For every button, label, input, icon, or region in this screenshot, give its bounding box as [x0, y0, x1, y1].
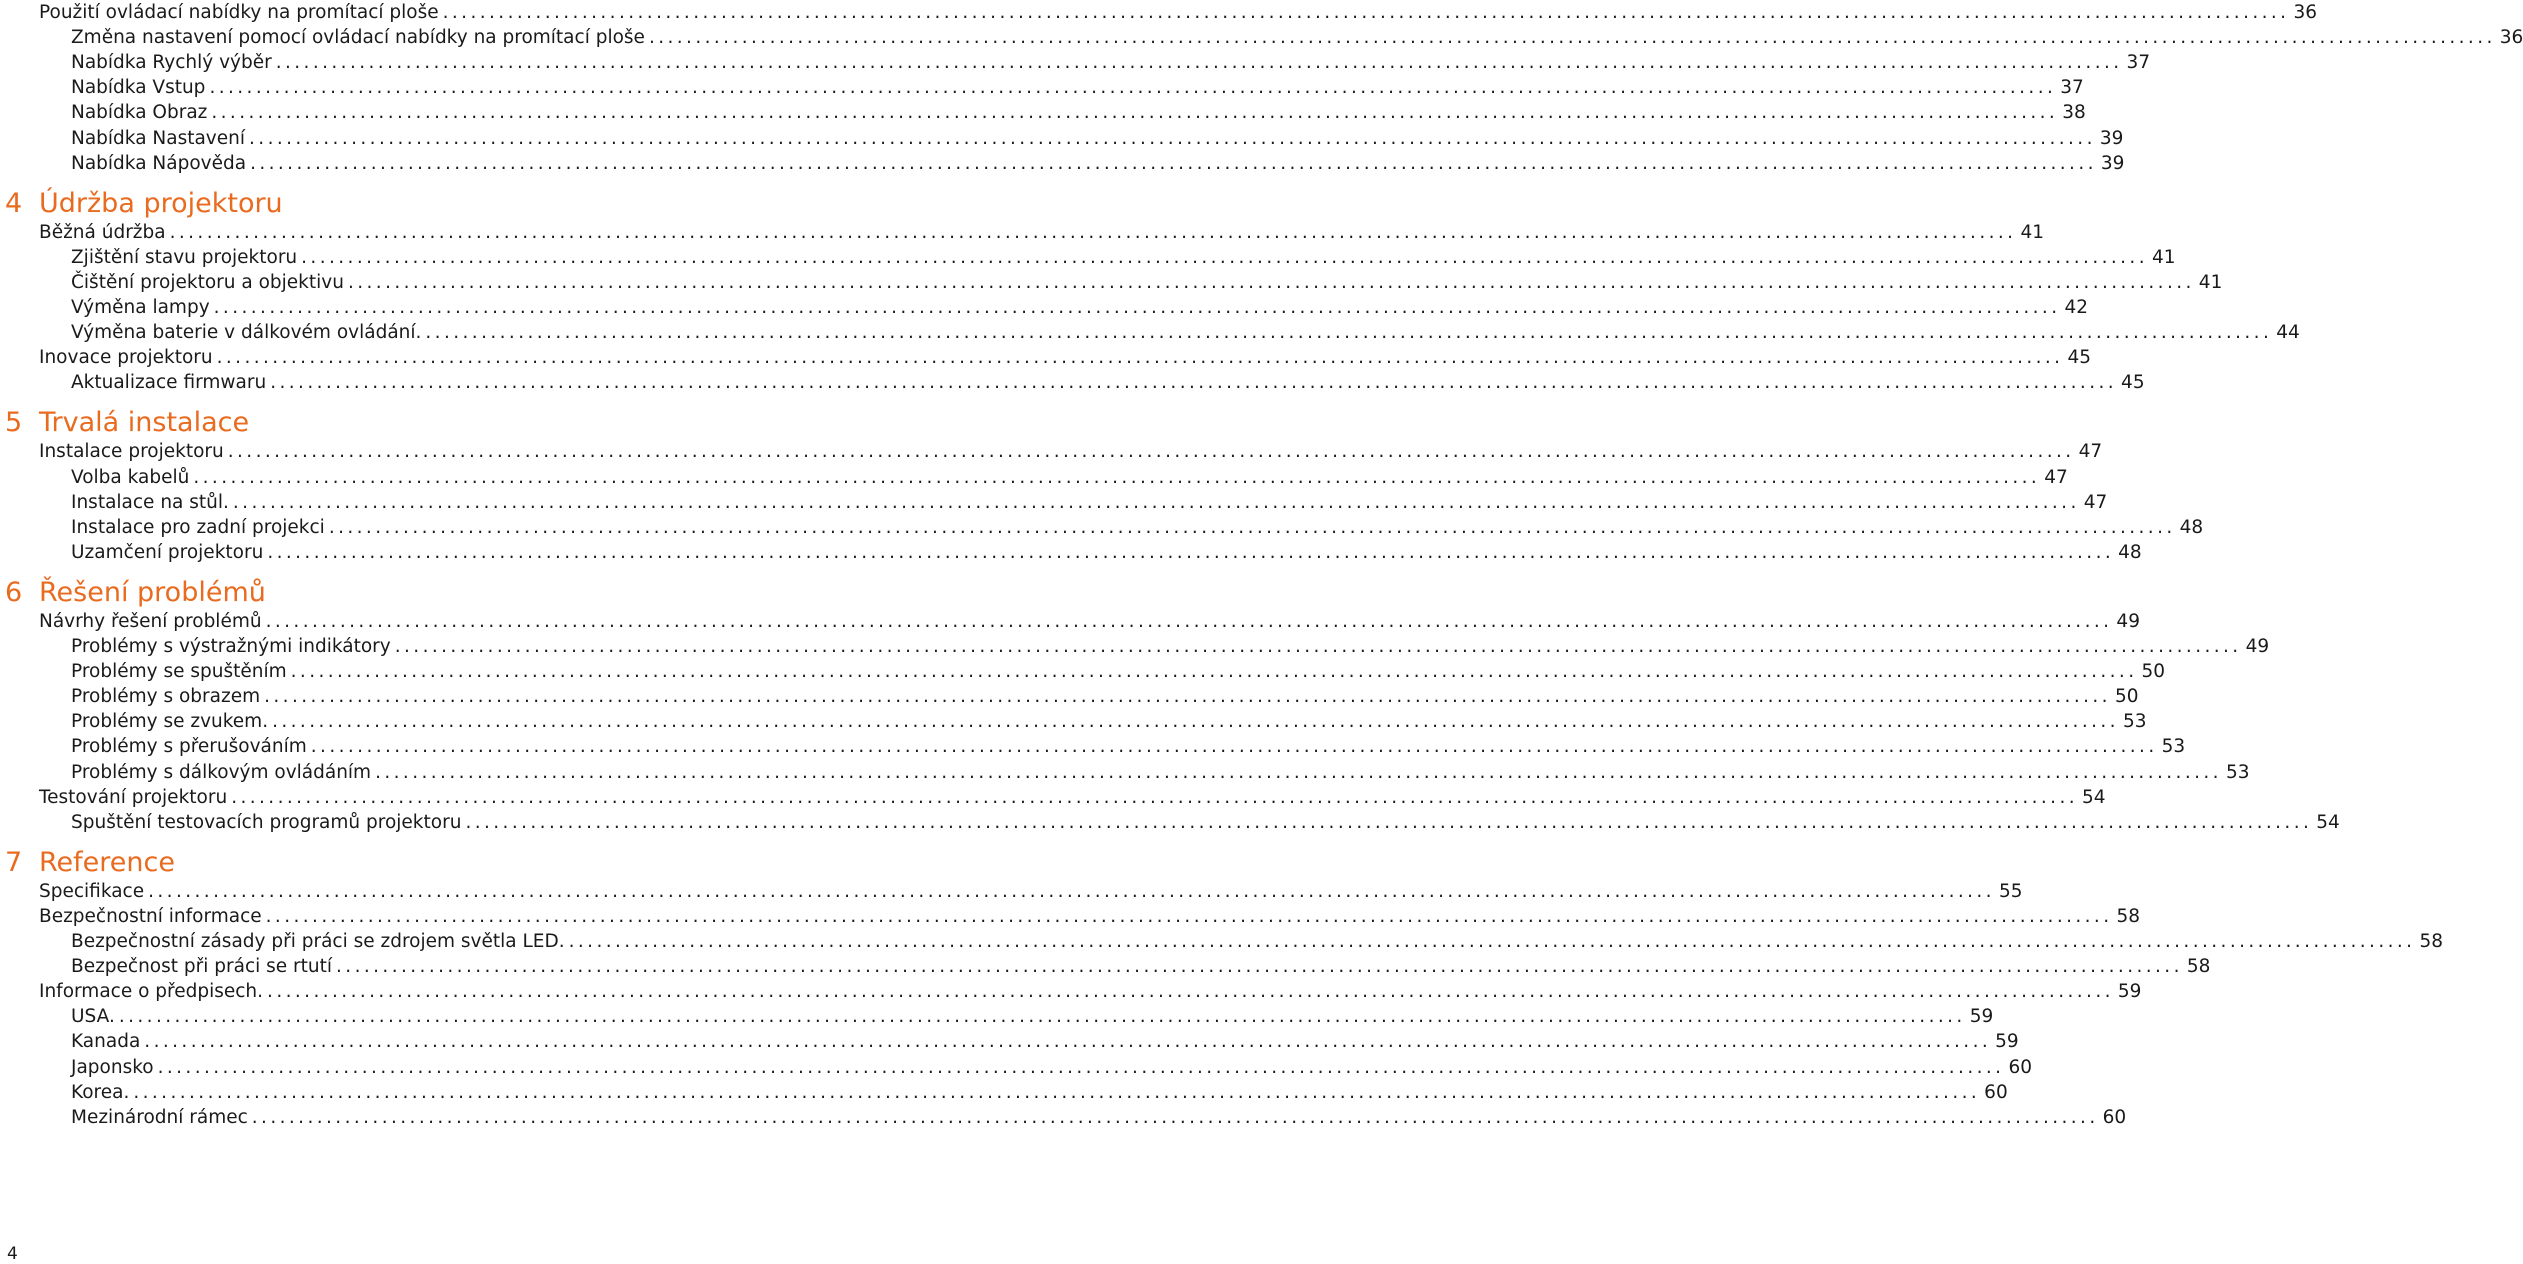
toc-subsection-entry[interactable]	[71, 1055, 2032, 1080]
dot-leader: .......................................................................................................................................................................................................	[227, 441, 2075, 463]
toc-page-number: 38	[2062, 102, 2086, 124]
toc-page-number: 36	[2499, 27, 2523, 49]
toc-page-number: 54	[2082, 786, 2106, 808]
toc-page-number: 60	[1984, 1081, 2008, 1103]
toc-entry-title: Instalace pro zadní projekci	[71, 516, 325, 538]
toc-page-number: 42	[2064, 297, 2089, 318]
toc-page-number: 47	[2078, 441, 2103, 463]
toc-page-number: 48	[2179, 516, 2204, 538]
chapter-number: 5	[5, 407, 23, 439]
chapter-number: 4	[5, 187, 23, 219]
dot-leader: .......................................................................................................................................................................................................	[568, 931, 2416, 952]
toc-subsection-entry[interactable]	[71, 540, 2142, 565]
dot-leader: .......................................................................................................................................................................................................	[216, 347, 2064, 369]
dot-leader: .......................................................................................................................................................................................................	[213, 297, 2061, 318]
toc-page-number: 41	[2152, 246, 2176, 268]
toc-page-number: 37	[2126, 52, 2151, 74]
toc-page-number: 49	[2116, 610, 2140, 632]
toc-page-number: 39	[2100, 152, 2125, 174]
toc-entry-title: Nabídka Nápověda	[71, 152, 247, 174]
toc-entry-title: Specifikace	[39, 880, 145, 902]
chapter-heading[interactable]	[5, 575, 266, 611]
toc-page-number: 58	[2116, 905, 2141, 927]
toc-subsection-entry[interactable]	[71, 126, 2124, 151]
toc-subsection-entry[interactable]	[71, 295, 2089, 320]
dot-leader: .......................................................................................................................................................................................................	[265, 610, 2113, 632]
chapter-heading[interactable]	[5, 405, 249, 441]
dot-leader: .......................................................................................................................................................................................................	[133, 1081, 1981, 1103]
dot-leader: .......................................................................................................................................................................................................	[148, 880, 1995, 902]
toc-entry-title: Použití ovládací nabídky na promítací ploše	[39, 2, 439, 23]
dot-leader: .......................................................................................................................................................................................................	[328, 516, 2176, 538]
chapter-title: Údržba projektoru	[39, 187, 283, 219]
toc-entry-title: Nabídka Rychlý výběr	[71, 52, 272, 74]
dot-leader: .......................................................................................................................................................................................................	[275, 52, 2123, 74]
dot-leader: .......................................................................................................................................................................................................	[144, 1031, 1992, 1053]
dot-leader: .......................................................................................................................................................................................................	[193, 466, 2041, 488]
toc-section-entry[interactable]	[39, 439, 2103, 464]
toc-page-number: 58	[2419, 931, 2443, 952]
toc-page-number: 37	[2060, 77, 2084, 99]
toc-entry-title: Informace o předpisech.	[39, 981, 264, 1003]
toc-entry-title: Nabídka Vstup	[71, 77, 206, 99]
chapter-heading[interactable]	[5, 186, 283, 222]
toc-entry-title: Problémy se spuštěním	[71, 661, 287, 683]
toc-entry-title: Korea.	[71, 1081, 130, 1103]
toc-page-number: 47	[2044, 466, 2068, 488]
toc-section-entry[interactable]	[39, 979, 2142, 1004]
dot-leader: .......................................................................................................................................................................................................	[118, 1006, 1966, 1028]
dot-leader: .......................................................................................................................................................................................................	[442, 2, 2290, 23]
toc-entry-title: Výměna baterie v dálkovém ovládání.	[71, 322, 422, 344]
toc-page-number: 44	[2276, 322, 2300, 344]
toc-entry-title: Nabídka Obraz	[71, 102, 208, 124]
toc-subsection-entry[interactable]	[71, 151, 2125, 176]
toc-entry-title: Uzamčení projektoru	[71, 541, 264, 563]
toc-page-number: 49	[2245, 636, 2270, 657]
dot-leader: .......................................................................................................................................................................................................	[347, 271, 2195, 293]
dot-leader: .......................................................................................................................................................................................................	[232, 491, 2080, 513]
dot-leader: .......................................................................................................................................................................................................	[249, 127, 2096, 149]
toc-entry-title: Mezinárodní rámec	[71, 1106, 248, 1128]
toc-page-number: 59	[2117, 981, 2142, 1003]
toc-subsection-entry[interactable]	[71, 1105, 2127, 1130]
toc-entry-title: Problémy s přerušováním	[71, 736, 307, 758]
dot-leader: .......................................................................................................................................................................................................	[157, 1056, 2005, 1078]
toc-subsection-entry[interactable]	[71, 100, 2086, 125]
toc-subsection-entry[interactable]	[71, 734, 2186, 759]
dot-leader: .......................................................................................................................................................................................................	[267, 541, 2115, 563]
toc-subsection-entry[interactable]	[71, 1029, 2019, 1054]
toc-entry-title: Instalace projektoru	[39, 441, 224, 463]
toc-entry-title: Kanada	[71, 1031, 141, 1053]
toc-page-number: 36	[2293, 2, 2318, 23]
toc-page-number: 55	[1998, 880, 2023, 902]
toc-page-number: 50	[2114, 686, 2139, 708]
dot-leader: .......................................................................................................................................................................................................	[648, 27, 2496, 49]
toc-page-number: 60	[2008, 1056, 2032, 1078]
chapter-number: 6	[5, 576, 23, 608]
dot-leader: .......................................................................................................................................................................................................	[394, 636, 2242, 657]
dot-leader: .......................................................................................................................................................................................................	[251, 1106, 2099, 1128]
toc-page-number: 53	[2122, 711, 2147, 733]
dot-leader: .......................................................................................................................................................................................................	[310, 736, 2158, 758]
toc-page-number: 45	[2067, 347, 2092, 369]
toc-page-number: 53	[2161, 736, 2186, 758]
toc-page-number: 47	[2083, 491, 2108, 513]
toc-entry-title: Bezpečnostní zásady při práci se zdrojem světla LED.	[71, 931, 565, 952]
toc-entry-title: Volba kabelů	[71, 466, 190, 488]
toc-page-number: 59	[1969, 1006, 1994, 1028]
chapter-title: Trvalá instalace	[39, 407, 250, 439]
toc-entry-title: Japonsko	[71, 1056, 154, 1078]
toc-entry-title: Problémy s obrazem	[71, 686, 261, 708]
toc-subsection-entry[interactable]	[71, 684, 2139, 709]
toc-page-number: 39	[2099, 127, 2124, 149]
toc-subsection-entry[interactable]	[71, 659, 2166, 684]
chapter-number: 7	[5, 846, 23, 878]
toc-subsection-entry[interactable]	[71, 634, 2270, 659]
toc-entry-title: Běžná údržba	[39, 221, 166, 243]
dot-leader: .......................................................................................................................................................................................................	[169, 221, 2017, 243]
toc-subsection-entry[interactable]	[71, 245, 2176, 270]
toc-entry-title: Bezpečnost při práci se rtutí	[71, 956, 333, 978]
dot-leader: .......................................................................................................................................................................................................	[290, 661, 2138, 683]
toc-entry-title: Zjištění stavu projektoru	[71, 246, 298, 268]
toc-entry-title: USA.	[71, 1006, 115, 1028]
toc-subsection-entry[interactable]	[71, 465, 2068, 490]
toc-section-entry[interactable]	[39, 220, 2044, 245]
toc-entry-title: Změna nastavení pomocí ovládací nabídky na promítací ploše	[71, 27, 645, 49]
toc-subsection-entry[interactable]	[71, 25, 2523, 50]
toc-subsection-entry[interactable]	[71, 320, 2300, 345]
dot-leader: .......................................................................................................................................................................................................	[231, 786, 2079, 808]
toc-entry-title: Problémy se zvukem.	[71, 711, 269, 733]
dot-leader: .......................................................................................................................................................................................................	[209, 77, 2057, 99]
chapter-heading[interactable]	[5, 845, 175, 881]
toc-page-number: 50	[2141, 661, 2166, 683]
dot-leader: .......................................................................................................................................................................................................	[465, 811, 2313, 833]
toc-subsection-entry[interactable]	[71, 50, 2151, 75]
toc-subsection-entry[interactable]	[71, 75, 2084, 100]
toc-page-number: 60	[2102, 1106, 2127, 1128]
toc-entry-title: Spuštění testovacích programů projektoru	[71, 811, 462, 833]
toc-page-number: 58	[2186, 956, 2211, 978]
toc-section-entry[interactable]	[39, 879, 2023, 904]
dot-leader: .......................................................................................................................................................................................................	[264, 686, 2111, 708]
toc-section-entry[interactable]	[39, 785, 2106, 810]
dot-leader: .......................................................................................................................................................................................................	[270, 372, 2118, 394]
toc-subsection-entry[interactable]	[71, 954, 2211, 979]
dot-leader: .......................................................................................................................................................................................................	[250, 152, 2097, 174]
dot-leader: .......................................................................................................................................................................................................	[272, 711, 2119, 733]
dot-leader: .......................................................................................................................................................................................................	[375, 761, 2222, 783]
toc-entry-title: Bezpečnostní informace	[39, 905, 262, 927]
dot-leader: .......................................................................................................................................................................................................	[301, 246, 2148, 268]
toc-entry-title: Čištění projektoru a objektivu	[71, 271, 344, 293]
toc-page-number: 53	[2225, 761, 2250, 783]
toc-page-number: 41	[2198, 271, 2223, 293]
toc-subsection-entry[interactable]	[71, 515, 2204, 540]
toc-subsection-entry[interactable]	[71, 1004, 1994, 1029]
toc-page-number: 54	[2316, 811, 2340, 833]
dot-leader: .......................................................................................................................................................................................................	[265, 905, 2113, 927]
toc-page-number: 59	[1995, 1031, 2019, 1053]
toc-entry-title: Návrhy řešení problémů	[39, 610, 262, 632]
dot-leader: .......................................................................................................................................................................................................	[336, 956, 2183, 978]
dot-leader: .......................................................................................................................................................................................................	[425, 322, 2273, 344]
toc-subsection-entry[interactable]	[71, 270, 2223, 295]
toc-subsection-entry[interactable]	[71, 810, 2340, 835]
toc-subsection-entry[interactable]	[71, 760, 2250, 785]
toc-entry-title: Nabídka Nastavení	[71, 127, 246, 149]
page-number-footer: 4	[7, 1244, 18, 1264]
toc-entry-title: Testování projektoru	[39, 786, 228, 808]
toc-page-number: 41	[2020, 221, 2044, 243]
toc-section-entry[interactable]	[39, 609, 2140, 634]
toc-entry-title: Aktualizace firmwaru	[71, 372, 267, 394]
toc-subsection-entry[interactable]	[71, 709, 2147, 734]
toc-subsection-entry[interactable]	[71, 370, 2145, 395]
toc-page-number: 45	[2121, 372, 2145, 394]
toc-subsection-entry[interactable]	[71, 1080, 2008, 1105]
toc-entry-title: Výměna lampy	[71, 297, 210, 318]
toc-section-entry[interactable]	[39, 345, 2092, 370]
toc-section-entry[interactable]	[39, 904, 2141, 929]
toc-subsection-entry[interactable]	[71, 490, 2108, 515]
toc-page-number: 48	[2118, 541, 2142, 563]
toc-entry-title: Problémy s dálkovým ovládáním	[71, 761, 372, 783]
toc-entry-title: Instalace na stůl.	[71, 491, 229, 513]
toc-entry-title: Inovace projektoru	[39, 347, 213, 369]
toc-section-entry[interactable]	[39, 0, 2318, 25]
dot-leader: .......................................................................................................................................................................................................	[211, 102, 2059, 124]
chapter-title: Reference	[39, 846, 175, 878]
toc-entry-title: Problémy s výstražnými indikátory	[71, 636, 391, 657]
chapter-title: Řešení problémů	[39, 576, 266, 608]
toc-subsection-entry[interactable]	[71, 929, 2443, 954]
dot-leader: .......................................................................................................................................................................................................	[267, 981, 2114, 1003]
